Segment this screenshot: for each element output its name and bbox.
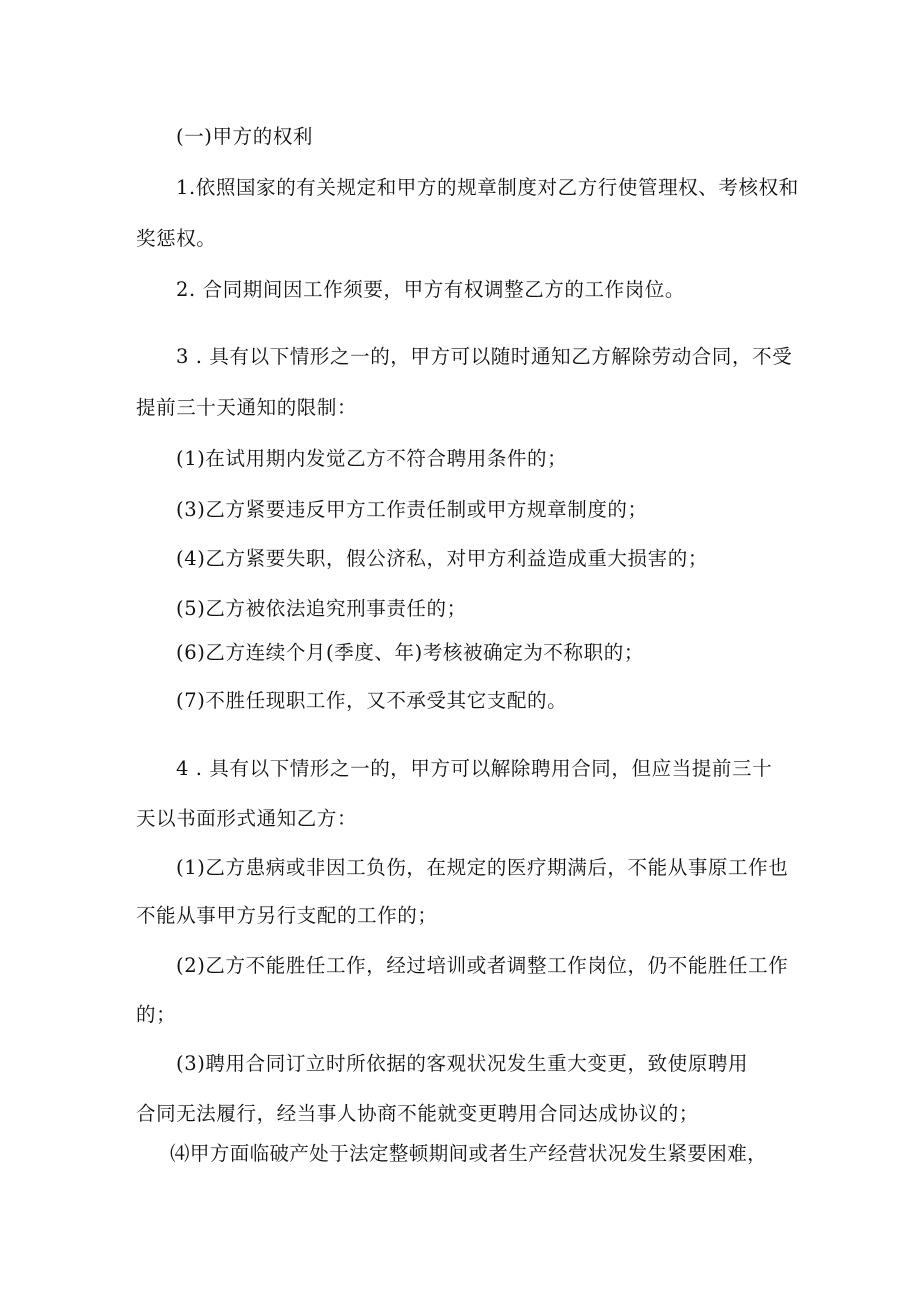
section-heading: (一)甲方的权利: [176, 125, 314, 148]
item-3-subitem: (1)在试用期内发觉乙方不符合聘用条件的；: [176, 447, 568, 470]
item-2: 2. 合同期间因工作须要，甲方有权调整乙方的工作岗位。: [176, 278, 686, 301]
item-3-subitem: (5)乙方被依法追究刑事责任的；: [176, 597, 467, 620]
item-4-line-1: 4 . 具有以下情形之一的，甲方可以解除聘用合同，但应当提前三十: [176, 757, 773, 780]
item-3-line-2: 提前三十天通知的限制：: [136, 396, 358, 419]
item-4-sub-1-line-1: (1)乙方患病或非因工负伤，在规定的医疗期满后，不能从事原工作也: [176, 856, 789, 879]
item-3-line-1: 3 . 具有以下情形之一的，甲方可以随时通知乙方解除劳动合同，不受: [176, 345, 793, 368]
item-3-subitem: (6)乙方连续个月(季度、年)考核被确定为不称职的；: [176, 641, 644, 664]
item-1-line-2: 奖惩权。: [136, 227, 217, 250]
item-4-sub-3-line-2: 合同无法履行，经当事人协商不能就变更聘用合同达成协议的；: [136, 1102, 699, 1125]
item-3-subitem: (3)乙方紧要违反甲方工作责任制或甲方规章制度的；: [176, 498, 648, 521]
item-4-sub-4-line-1: ⑷甲方面临破产处于法定整顿期间或者生产经营状况发生紧要困难，: [170, 1142, 768, 1165]
item-4-sub-2-line-1: (2)乙方不能胜任工作，经过培训或者调整工作岗位，仍不能胜任工作: [176, 954, 789, 977]
item-3-subitem: (7)不胜任现职工作，又不承受其它支配的。: [176, 689, 568, 712]
item-4-line-2: 天以书面形式通知乙方：: [136, 807, 358, 830]
item-3-subitem: (4)乙方紧要失职，假公济私，对甲方利益造成重大损害的；: [176, 547, 708, 570]
item-4-sub-1-line-2: 不能从事甲方另行支配的工作的；: [136, 904, 438, 927]
item-4-sub-3-line-1: (3)聘用合同订立时所依据的客观状况发生重大变更，致使原聘用: [176, 1052, 749, 1075]
item-1-line-1: 1.依照国家的有关规定和甲方的规章制度对乙方行使管理权、考核权和: [176, 176, 799, 199]
item-4-sub-2-line-2: 的；: [136, 1003, 177, 1026]
